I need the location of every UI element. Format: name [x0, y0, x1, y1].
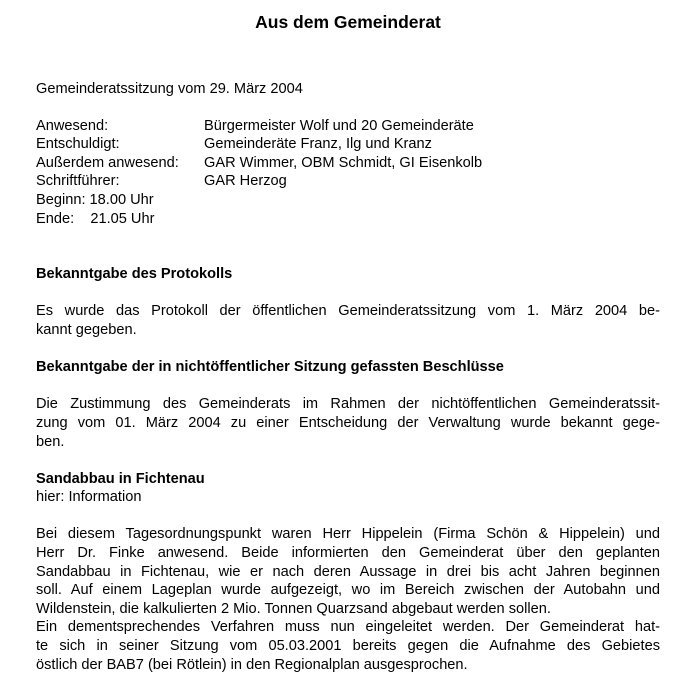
end-time: Ende: 21.05 Uhr — [36, 210, 155, 227]
paragraph-line: kannt gegeben. — [36, 321, 137, 338]
paragraph-line: ben. — [36, 433, 65, 450]
attendance-label: Anwesend: — [36, 117, 109, 134]
paragraph-line: Die Zustimmung des Gemeinderats im Rahmen der nichtöffentlichen Gemeinderatssit- — [36, 396, 660, 413]
section-paragraph — [36, 618, 660, 674]
attendance-value: Bürgermeister Wolf und 20 Gemeinderäte — [204, 117, 474, 134]
section-sand-mining — [36, 470, 660, 675]
attendance-row-also-present — [36, 154, 660, 173]
paragraph-line: Es wurde das Protokoll der öffentlichen Gemeinderatssitzung vom 1. März 2004 be- — [36, 303, 660, 320]
attendance-value: GAR Herzog — [204, 173, 287, 190]
attendance-row-secretary — [36, 172, 660, 191]
section-subheading: hier: Information — [36, 489, 142, 506]
session-date: Gemeinderatssitzung vom 29. März 2004 — [36, 81, 303, 97]
section-paragraph — [36, 302, 660, 339]
attendance-label: Außerdem anwesend: — [36, 154, 179, 171]
attendance-value: GAR Wimmer, OBM Schmidt, GI Eisenkolb — [204, 154, 483, 171]
paragraph-line: Bei diesem Tagesordnungspunkt waren Herr Hippelein (Firma Schön & Hippelein) und — [36, 526, 660, 543]
paragraph-line: Sandabbau in Fichtenau, wie er nach deren Aussage in drei bis acht Jahren beginnen — [36, 563, 660, 580]
paragraph-line: Ein dementsprechendes Verfahren muss nun eingeleitet werden. Der Gemeinderat hat- — [36, 619, 660, 636]
section-protocol — [36, 265, 660, 339]
page-title: Aus dem Gemeinderat — [255, 12, 441, 32]
section-paragraph — [36, 395, 660, 451]
paragraph-line: soll. Auf einem Lageplan wurde aufgezeigt, wo im Bereich zwischen der Autobahn und — [36, 582, 660, 599]
paragraph-line: Wildenstein, die kalkulierten 2 Mio. Tonnen Quarzsand abgebaut werden sollen. — [36, 600, 551, 617]
document-page — [36, 11, 660, 674]
attendance-value: Gemeinderäte Franz, Ilg und Kranz — [204, 136, 432, 153]
paragraph-line: te sich in seiner Sitzung vom 05.03.2001 bereits gegen die Aufnahme des Gebietes — [36, 638, 660, 655]
attendance-block — [36, 117, 660, 229]
paragraph-line: zung vom 01. März 2004 zu einer Entscheidung der Verwaltung wurde bekannt gege- — [36, 414, 660, 431]
begin-time: Beginn: 18.00 Uhr — [36, 191, 154, 208]
paragraph-line: östlich der BAB7 (bei Rötlein) in den Regionalplan ausgesprochen. — [36, 656, 468, 673]
attendance-row-excused — [36, 135, 660, 154]
section-heading: Bekanntgabe des Protokolls — [36, 266, 233, 283]
section-decisions — [36, 358, 660, 451]
section-paragraph — [36, 525, 660, 618]
attendance-label: Entschuldigt: — [36, 136, 120, 153]
attendance-label: Schriftführer: — [36, 173, 120, 190]
section-heading: Bekanntgabe der in nichtöffentlicher Sitzung gefassten Beschlüsse — [36, 359, 504, 376]
attendance-row-present — [36, 117, 660, 136]
paragraph-line: Herr Dr. Finke anwesend. Beide informierten den Gemeinderat über den geplanten — [36, 545, 660, 562]
section-heading: Sandabbau in Fichtenau — [36, 470, 205, 487]
